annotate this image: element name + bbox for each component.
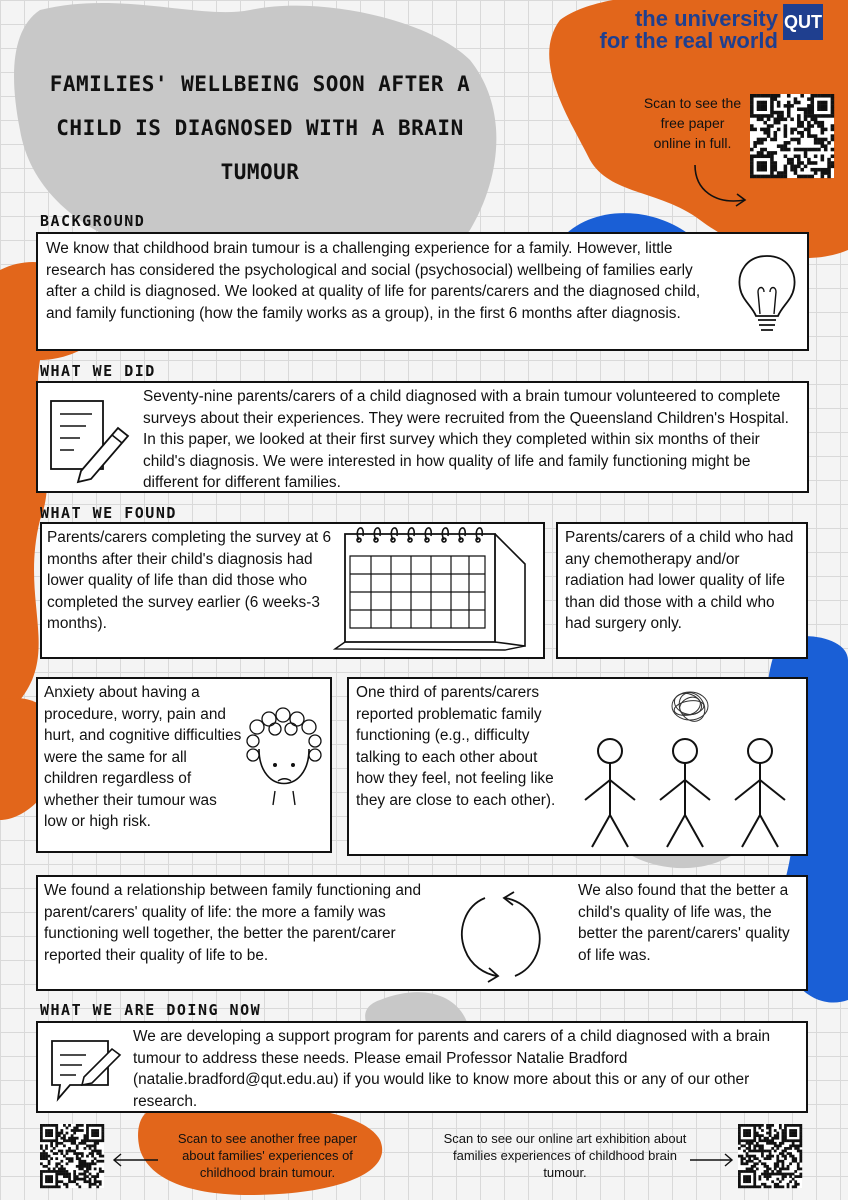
notepad-pencil-icon — [46, 396, 136, 486]
scan-left-text: Scan to see another free paper about families' experiences of childhood brain tumour. — [177, 1131, 358, 1180]
background-text: We know that childhood brain tumour is a challenging experience for a family. However, little research has considered the psychological and social (psychosocial) wellbeing of families early after a child is diagnosed. We looked at quality of life for parents/carers and the diagnosed child, and family functioning (how the family works as a group), in the first 6 months after diagnosis. — [46, 240, 701, 322]
arrow-icon — [688, 1150, 738, 1170]
what-we-did-text: Seventy-nine parents/carers of a child diagnosed with a brain tumour volunteered to complete surveys about their experiences. They were recruited from the Queensland Children's Hospital. In this paper, we looked at their first survey which they completed within six months of their child's diagnosis. We were interested in how quality of life and family functioning might be different for different families. — [143, 388, 789, 491]
calendar-icon — [335, 524, 535, 654]
scan-top-text: Scan to see the free paper online in full. — [643, 95, 742, 151]
background-heading: BACKGROUND — [40, 212, 146, 230]
finding4-text: One third of parents/carers reported problematic family functioning (e.g., difficulty talking to each other about how they feel, not feeling like they are close to each other). — [356, 684, 556, 809]
lightbulb-icon — [732, 248, 802, 338]
arrow-icon — [110, 1150, 160, 1170]
finding1-text: Parents/carers completing the survey at 6 months after their child's diagnosis had lower quality of life than did those who completed the survey earlier (6 weeks-3 months). — [47, 529, 332, 632]
finding2-text: Parents/carers of a child who had any chemotherapy and/or radiation had lower quality of life than did those with a child who had surgery only. — [565, 529, 794, 632]
what-we-found-heading: WHAT WE FOUND — [40, 504, 177, 522]
tangled-thought-icon — [665, 686, 715, 726]
worried-child-icon — [245, 705, 325, 815]
tagline-line2: for the real world — [599, 28, 778, 53]
qr-code-icon[interactable] — [750, 94, 834, 178]
finding3-text: Anxiety about having a procedure, worry, pain and hurt, and cognitive difficulties were the same for all children regardless of whether their tumour was low or high risk. — [44, 684, 242, 830]
finding6-text: We also found that the better a child's quality of life was, the better the parent/carers' quality of life was. — [578, 882, 790, 964]
doing-now-text: We are developing a support program for parents and carers of a child diagnosed with a brain tumour to address these needs. Please email Professor Natalie Bradford (natalie.bradford@qut.edu.au) if you would like to know more about this or any of our other research. — [133, 1028, 771, 1110]
stick-figures-icon — [570, 735, 800, 855]
speech-bubble-pen-icon — [46, 1033, 126, 1113]
finding5-text: We found a relationship between family functioning and parent/carers' quality of life: the more a family was functioning well together, the better the parent/carer reported their quality of life to be. — [44, 882, 422, 964]
poster-title: FAMILIES' WELLBEING SOON AFTER A CHILD IS DIAGNOSED WITH A BRAIN TUMOUR — [49, 72, 471, 184]
doing-now-heading: WHAT WE ARE DOING NOW — [40, 1001, 262, 1019]
tagline-line1: the university — [634, 6, 778, 31]
cycle-arrows-icon — [455, 888, 555, 988]
arrow-icon — [690, 160, 750, 210]
university-tagline — [598, 8, 778, 52]
qr-code-icon[interactable] — [40, 1124, 104, 1188]
qr-code-icon[interactable] — [738, 1124, 802, 1188]
qut-logo: QUT — [783, 4, 823, 40]
scan-right-text: Scan to see our online art exhibition about families experiences of childhood brain tumour. — [443, 1131, 687, 1180]
what-we-did-heading: WHAT WE DID — [40, 362, 156, 380]
